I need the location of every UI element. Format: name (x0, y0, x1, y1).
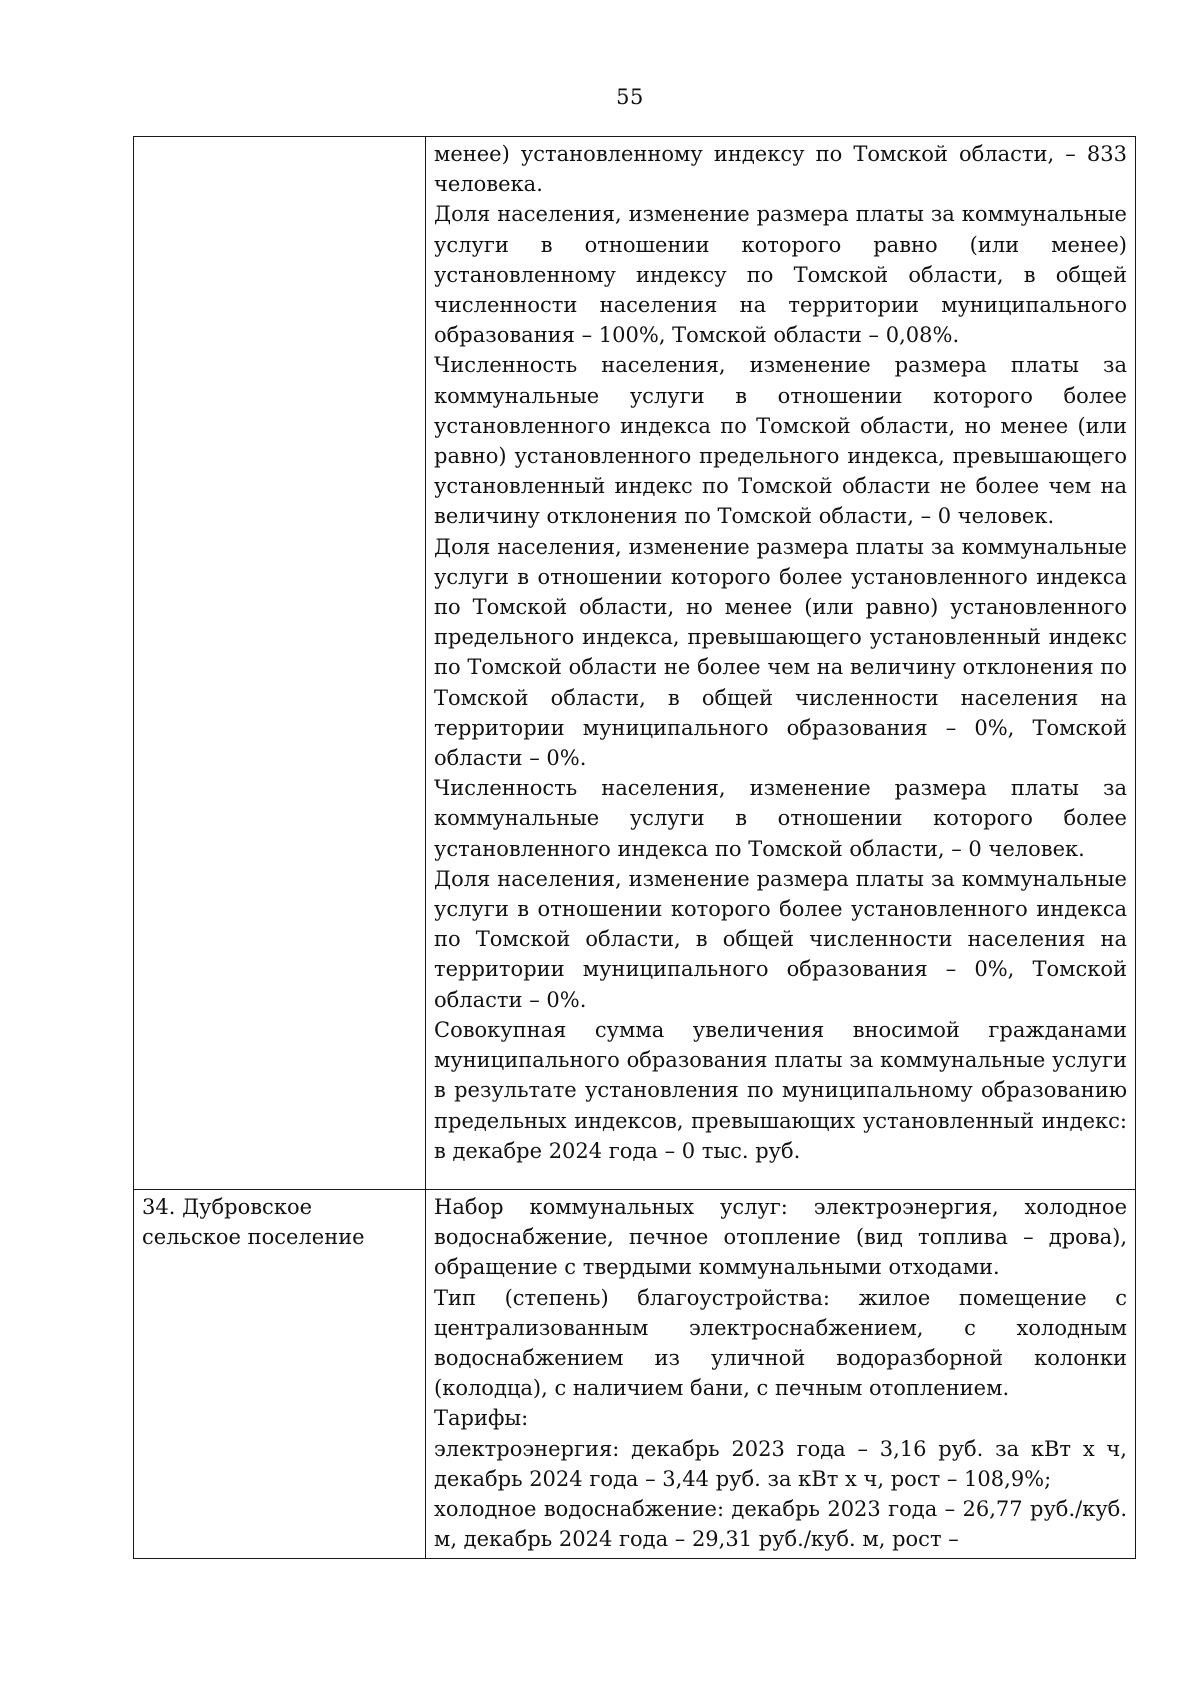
row-content-cell (426, 137, 1136, 1190)
paragraph: Численность населения, изменение размера платы за коммунальные услуги в отношении которого более установленного индекса по Томской области, – 0 человек. (434, 776, 1127, 861)
paragraph: Численность населения, изменение размера платы за коммунальные услуги в отношении которого более установленного индекса по Томской области, но менее (или равно) установленного предельного индекса, превышающего установленный индекс по Томской области не более чем на величину отклонения по Томской области, – 0 человек. (434, 353, 1127, 529)
table-row (134, 137, 1136, 1190)
paragraph: Набор коммунальных услуг: электроэнергия, холодное водоснабжение, печное отопление (вид топлива – дрова), обращение с твердыми коммунальными отходами. (434, 1195, 1127, 1280)
paragraph: менее) установленному индексу по Томской области, – 833 человека. (434, 142, 1127, 197)
paragraph: Совокупная сумма увеличения вносимой гражданами муниципального образования платы за коммунальные услуги в результате установления по муниципальному образованию предельных индексов, превышающих установленный индекс: в декабре 2024 года – 0 тыс. руб. (434, 1017, 1127, 1163)
document-table (133, 136, 1136, 1559)
row-label: 34. Дубровское сельское поселение (142, 1195, 365, 1249)
page-number: 55 (616, 85, 644, 109)
paragraph: холодное водоснабжение: декабрь 2023 года – 26,77 руб./куб. м, декабрь 2024 года – 29,31 руб./куб. м, рост – (434, 1497, 1127, 1552)
paragraph: Доля населения, изменение размера платы за коммунальные услуги в отношении которого равно (или менее) установленному индексу по Томской области, в общей численности населения на территории муниципального образования – 100%, Томской области – 0,08%. (434, 202, 1127, 348)
paragraph: Тарифы: (434, 1406, 529, 1431)
paragraph: Доля населения, изменение размера платы за коммунальные услуги в отношении которого более установленного индекса по Томской области, но менее (или равно) установленного предельного индекса, превышающего установленный индекс по Томской области не более чем на величину отклонения по Томской области, в общей численности населения на территории муниципального образования – 0%, Томской области – 0%. (434, 534, 1127, 771)
paragraph: Тип (степень) благоустройства: жилое помещение с централизованным электроснабжением, с холодным водоснабжением из уличной водоразборной колонки (колодца), с наличием бани, с печным отоплением. (434, 1285, 1127, 1401)
row-content-cell (426, 1190, 1136, 1559)
table-row (134, 1190, 1136, 1559)
row-label-cell (134, 137, 426, 1190)
paragraph: Доля населения, изменение размера платы за коммунальные услуги в отношении которого более установленного индекса по Томской области, в общей численности населения на территории муниципального образования – 0%, Томской области – 0%. (434, 866, 1127, 1012)
paragraph: электроэнергия: декабрь 2023 года – 3,16 руб. за кВт х ч, декабрь 2024 года – 3,44 руб. за кВт х ч, рост – 108,9%; (434, 1436, 1127, 1491)
row-label-cell (134, 1190, 426, 1559)
